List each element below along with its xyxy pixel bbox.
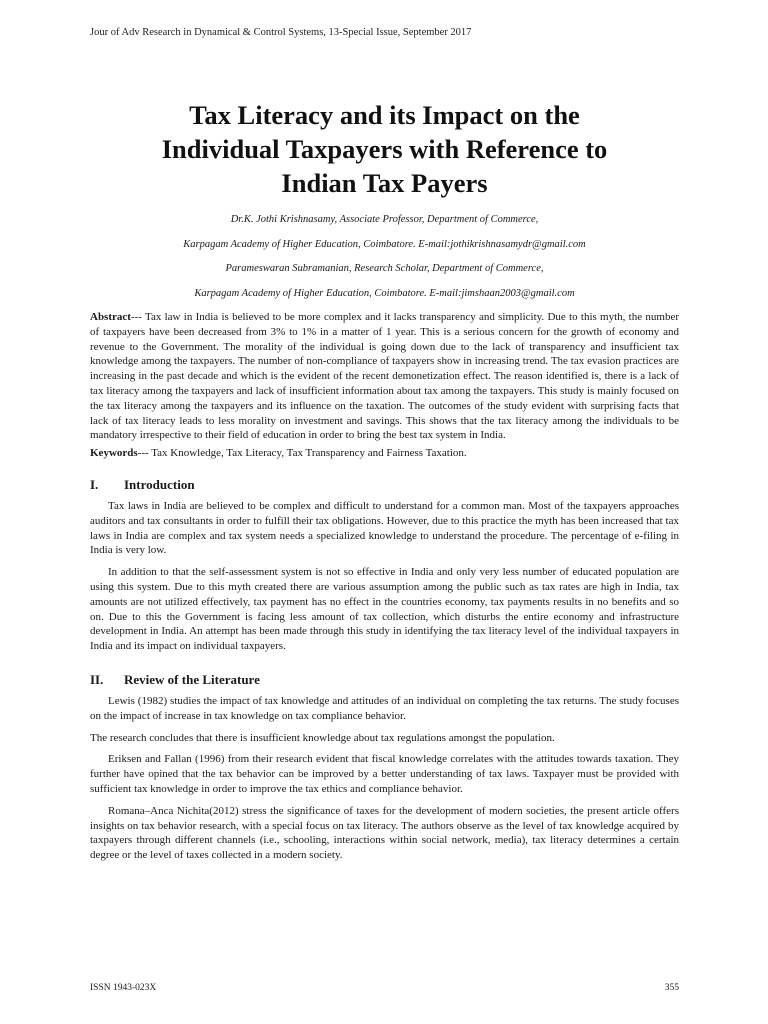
paragraph: The research concludes that there is insufficient knowledge about tax regulations amongst the population. <box>90 731 555 744</box>
author-line: Dr.K. Jothi Krishnasamy, Associate Professor, Department of Commerce, <box>230 214 539 225</box>
keywords-label: Keywords <box>90 447 138 460</box>
paragraph: Lewis (1982) studies the impact of tax knowledge and attitudes of an individual on completing the tax returns. The study focuses on the impact of increase in tax knowledge on tax compliance behavior. <box>90 694 679 722</box>
section-number: I. <box>90 476 99 492</box>
keywords <box>90 446 679 461</box>
running-head: Jour of Adv Research in Dynamical & Control Systems, 13-Special Issue, September 2017 <box>90 27 472 38</box>
author-line: Karpagam Academy of Higher Education, Coimbatore. E-mail:jothikrishnasamydr@gmail.com <box>183 238 586 250</box>
page-body <box>90 98 679 870</box>
paragraph: In addition to that the self-assessment system is not so effective in India and only very less number of educated population are using this system. Due to this myth created there are various assumption among the public such as tax rates are high in India, tax amounts are not utilized effectively, tax payment has no effect in the countries economy, tax payments results in no benefits and so on. Due to this the Government is facing less amount of tax collection, which disturbs the entire economy and infrastructure development in India. An attempt has been made through this study in identifying the tax literacy level of the individual taxpayers in India and its impact on individual taxpayers. <box>90 566 679 653</box>
section-title: Review of the Literature <box>124 671 260 687</box>
page-number: 355 <box>664 983 679 993</box>
abstract-label: Abstract <box>90 311 131 323</box>
section-title: Introduction <box>124 476 195 492</box>
abstract-text: --- Tax law in India is believed to be more complex and it lacks transparency and simplicity. Due to this myth, the number of taxpayers have been decreased from 3% to 1% in a matter of 1 year. This is a serious concern for the growth of economy and revenue to the Government. The morality of the individual is going down due to the lack of transparency and insufficient tax knowledge among the taxpayers. The number of non-compliance of taxpayers show in increasing trend. The tax evasion practices are increasing in the past decade and which is the evident of the recent demonetization effect. The reason identified is, there is a lack of tax literacy among the taxpayers and lack of insufficient information about tax among the taxpayers. This study is mainly focused on the tax literacy among the taxpayers and its influence on the taxation. The outcomes of the study evident with surprising facts that lack of tax literacy leads to less morality on investment and savings. This shows that the tax literacy among the individuals to be mandatory irrespective to their field of education in order to bring the best tax system in India. <box>90 311 679 442</box>
page-footer <box>90 983 679 993</box>
section-heading-introduction <box>90 477 679 493</box>
issn: ISSN 1943-023X <box>90 983 157 993</box>
author-block <box>90 208 679 306</box>
keywords-text: --- Tax Knowledge, Tax Literacy, Tax Transparency and Fairness Taxation. <box>137 447 467 460</box>
title-line: Indian Tax Payers <box>281 168 488 198</box>
author-line: Parameswaran Subramanian, Research Scholar, Department of Commerce, <box>225 263 544 274</box>
section-heading-literature-review <box>90 672 679 688</box>
paragraph: Eriksen and Fallan (1996) from their research evident that fiscal knowledge correlates with the attitudes towards taxation. They further have opined that the tax behavior can be improved by a better understanding of tax laws. Taxpayer must be provided with sufficient tax knowledge in order to improve the tax ethics and compliance behavior. <box>90 753 679 795</box>
author-line: Karpagam Academy of Higher Education, Coimbatore. E-mail:jimshaan2003@gmail.com <box>194 287 575 299</box>
title-line: Tax Literacy and its Impact on the <box>189 100 580 130</box>
section-number: II. <box>90 671 104 687</box>
paper-title <box>90 98 679 200</box>
abstract <box>90 310 679 443</box>
paragraph: Tax laws in India are believed to be complex and difficult to understand for a common man. Most of the taxpayers approaches auditors and tax consultants in order to fulfill their tax obligations. However, due to this practice the myth has been increased that tax laws in India are complex and tax system needs a specialized knowledge to understand the procedure. The percentage of e-filing in India is very low. <box>90 499 679 557</box>
title-line: Individual Taxpayers with Reference to <box>161 134 608 164</box>
paragraph: Romana–Anca Nichita(2012) stress the significance of taxes for the development of modern societies, the present article offers insights on tax behavior research, with a special focus on tax literacy. The authors observe as the level of tax knowledge acquired by taxpayers through different channels (i.e., schooling, interactions within social network, media), tax literacy determines a certain degree or the level of taxes collected in a modern society. <box>90 804 679 862</box>
